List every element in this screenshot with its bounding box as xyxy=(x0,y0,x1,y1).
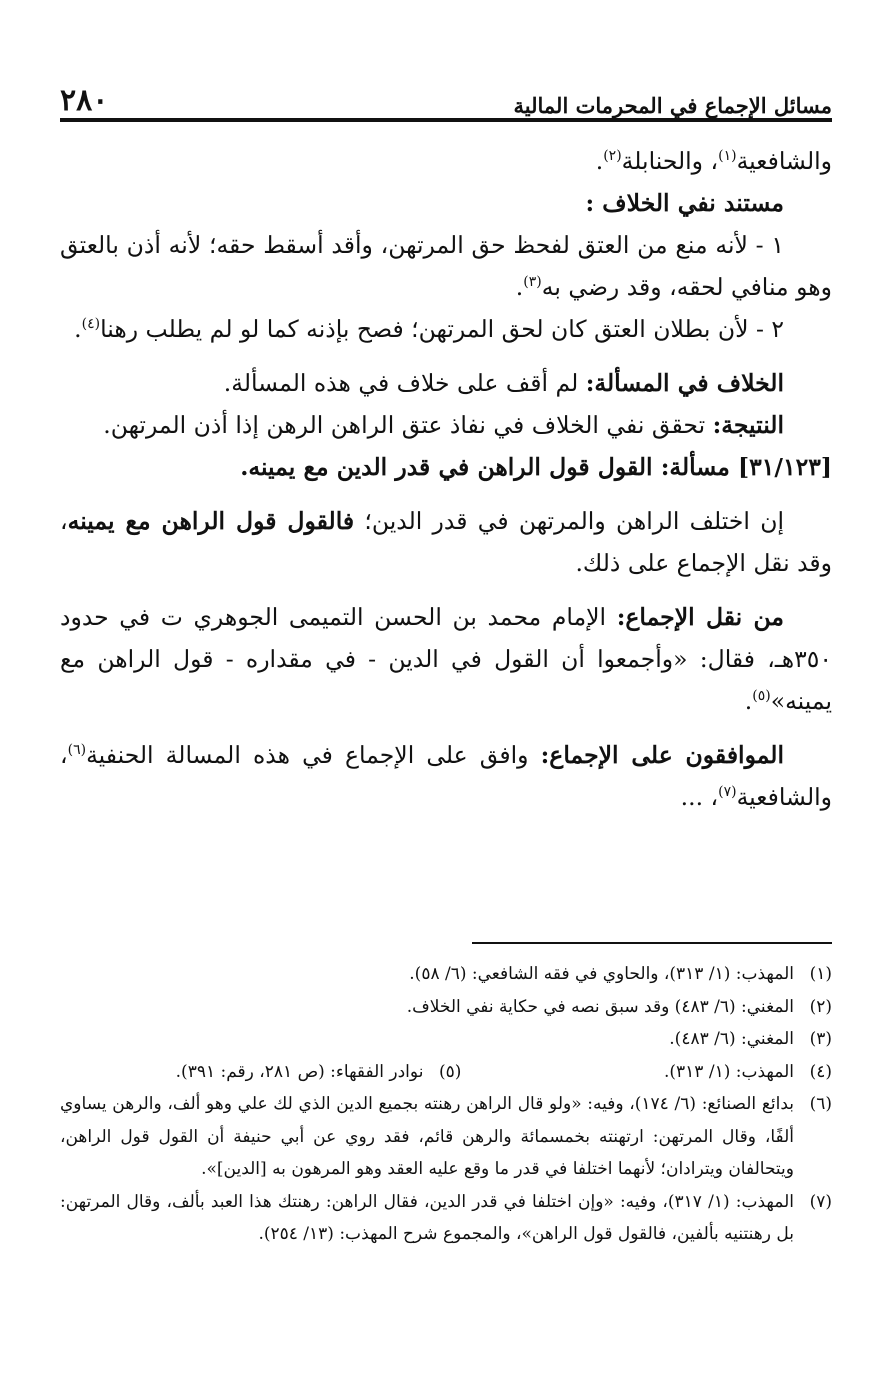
paragraph-point-2 xyxy=(60,308,832,350)
text-span: ، وقد نقل الإجماع على ذلك. xyxy=(60,507,832,577)
paragraph-continuation xyxy=(60,140,832,182)
text-span: ١ - لأنه منع من العتق لفحظ حق المرتهن، وأقد أسقط حقه؛ لأنه أذن بالعتق وهو منافي لحقه، وقد رضي به xyxy=(60,231,832,301)
text-span: وافق على الإجماع في هذه المسالة الحنفية xyxy=(86,741,541,769)
footnote-row-4-5 xyxy=(60,1056,832,1089)
text-span: تحقق نفي الخلاف في نفاذ عتق الراهن الرهن إذا أذن المرتهن. xyxy=(103,411,713,439)
label-text: من نقل الإجماع: xyxy=(616,603,785,631)
footnote-text: بدائع الصنائع: (٦/ ١٧٤)، وفيه: «ولو قال الراهن رهنته بجميع الدين الذي لك علي وهو ألف، والرهن يساوي ألفًا، وقال المرتهن: ارتهنته بخمسمائة والرهن قائم، فقد روي عن أبي حنيفة أن القول قول الراهن، ويتحالفان ويترادان؛ لأنهما اختلفا في قدر ما وقع عليه العقد وهو المرهون به [الدين]». xyxy=(60,1094,794,1179)
issue-heading xyxy=(60,446,832,488)
text-span: . xyxy=(74,315,82,343)
text-span: . xyxy=(515,273,524,301)
heading-text: مستند نفي الخلاف : xyxy=(585,189,784,217)
page-header xyxy=(60,76,832,116)
footnote-number: (١) xyxy=(809,964,832,984)
text-span: . xyxy=(595,147,604,175)
text-span: لم أقف على خلاف في هذه المسألة. xyxy=(223,369,586,397)
running-title: مسائل الإجماع في المحرمات المالية xyxy=(513,93,832,118)
text-span: إن اختلف الراهن والمرتهن في قدر الدين؛ xyxy=(354,507,784,535)
footnote-ref[interactable]: (٢) xyxy=(603,148,622,165)
footnote-2 xyxy=(60,991,832,1024)
text-span: الإمام محمد بن الحسن التميمى الجوهري ت في حدود ٣٥٠هـ، فقال: «وأجمعوا أن القول في الدين - في مقداره - قول الراهن مع يمينه» xyxy=(60,603,832,715)
paragraph-disagreement xyxy=(60,362,832,404)
label-text: الموافقون على الإجماع: xyxy=(540,741,784,769)
label-text: النتيجة: xyxy=(712,411,784,439)
footnote-separator xyxy=(472,942,832,944)
header-rule xyxy=(60,118,832,122)
footnote-ref[interactable]: (٣) xyxy=(523,274,542,291)
footnote-1 xyxy=(60,958,832,991)
footnote-ref[interactable]: (١) xyxy=(718,148,737,165)
paragraph-issue xyxy=(60,500,832,584)
label-text: الخلاف في المسألة: xyxy=(585,369,784,397)
footnote-text: المهذب: (١/ ٣١٧)، وفيه: «وإن اختلفا في قدر الدين، فقال الراهن: رهنتك هذا العبد بألف، وقال المرتهن: بل رهنتنيه بألفين، فالقول قول الراهن»، والمجموع شرح المهذب: (١٣/ ٢٥٤). xyxy=(60,1191,794,1244)
footnote-number: (٣) xyxy=(809,1029,832,1049)
heading-text: [٣١/١٢٣] مسألة: القول قول الراهن في قدر الدين مع يمينه. xyxy=(240,453,832,481)
paragraph-result xyxy=(60,404,832,446)
text-span: ٢ - لأن بطلان العتق كان لحق المرتهن؛ فصح بإذنه كما لو لم يطلب رهنا xyxy=(100,315,784,343)
footnote-6 xyxy=(60,1088,832,1186)
footnote-number: (٢) xyxy=(809,996,832,1017)
footnote-ref[interactable]: (٥) xyxy=(752,688,771,705)
footnotes xyxy=(60,958,832,1251)
footnote-text: المغني: (٦/ ٤٨٣) وقد سبق نصه في حكاية نفي الخلاف. xyxy=(406,996,794,1017)
text-span: . xyxy=(744,687,753,715)
footnote-ref[interactable]: (٤) xyxy=(81,316,101,333)
bold-text: فالقول قول الراهن مع يمينه xyxy=(67,507,355,535)
footnote-ref[interactable]: (٦) xyxy=(67,742,87,759)
text-span: ، والشافعية xyxy=(60,741,832,811)
footnote-text: المهذب: (١/ ٣١٣)، والحاوي في فقه الشافعي: (٦/ ٥٨). xyxy=(409,964,794,984)
page-number: ٢٨٠ xyxy=(60,83,109,118)
footnote-text: المغني: (٦/ ٤٨٣). xyxy=(669,1029,794,1049)
text-span: والشافعية xyxy=(736,147,832,175)
main-text xyxy=(60,140,832,818)
footnote-number: (٥) xyxy=(439,1061,462,1082)
footnote-text: نوادر الفقهاء: (ص ٢٨١، رقم: ٣٩١). xyxy=(175,1061,424,1082)
footnote-text: المهذب: (١/ ٣١٣). xyxy=(664,1061,794,1082)
text-span: ، ... xyxy=(680,783,719,811)
footnote-4 xyxy=(485,1056,832,1089)
paragraph-consensus-source xyxy=(60,596,832,722)
text-span: ، والحنابلة xyxy=(621,147,719,175)
footnote-5 xyxy=(60,1056,461,1089)
footnote-7 xyxy=(60,1186,832,1251)
section-heading-evidence xyxy=(60,182,832,224)
footnote-ref[interactable]: (٧) xyxy=(718,784,737,801)
paragraph-agreeing xyxy=(60,734,832,818)
footnote-number: (٤) xyxy=(809,1061,832,1082)
footnote-number: (٧) xyxy=(809,1191,832,1212)
paragraph-point-1 xyxy=(60,224,832,308)
footnote-number: (٦) xyxy=(809,1094,832,1114)
footnote-3 xyxy=(60,1023,832,1056)
